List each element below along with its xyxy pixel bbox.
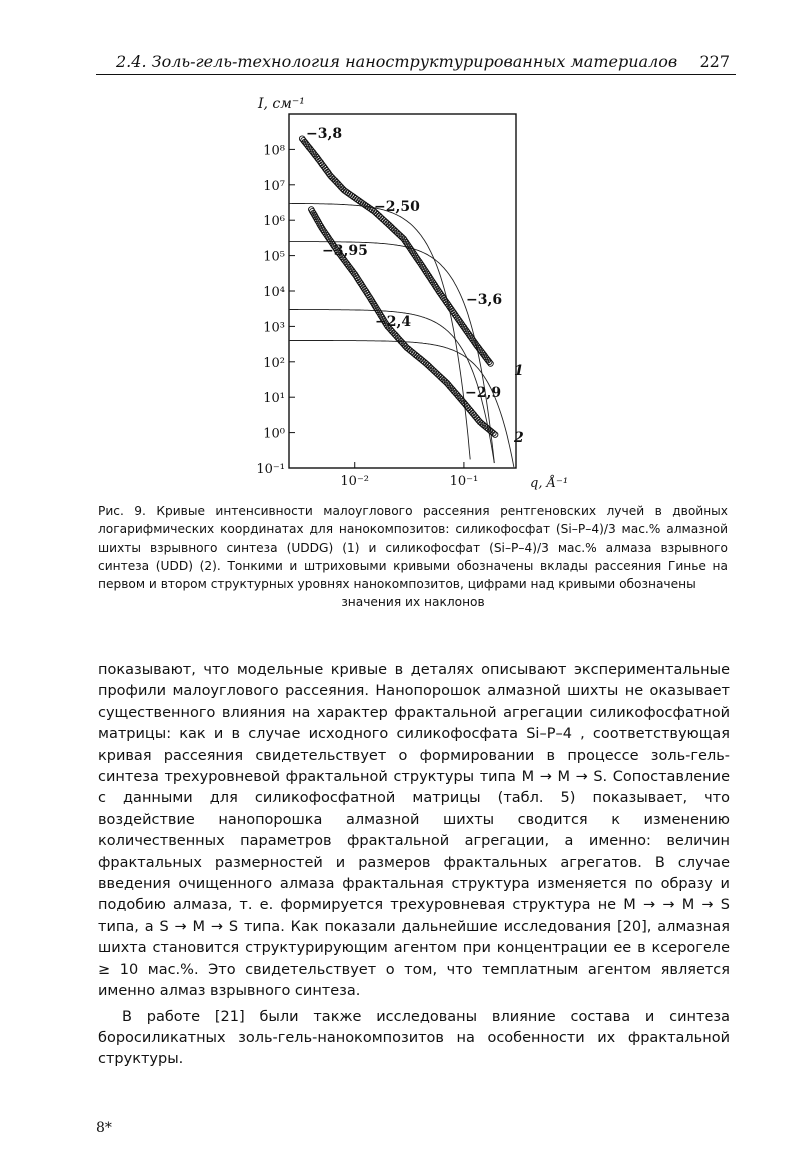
y-tick-label: 10⁰ — [263, 426, 285, 442]
figure-caption-text: Рис. 9. Кривые интенсивности малоуглового рассеяния рентгеновских лучей в двойных логарифмических координатах для нанокомпозитов: силикофосфат (Si–P–4)/3 мас.% алмазной шихты взрывного синтеза (UDDG) (1) и силикофосфат (Si–P–4)/3 мас.% алмаза взрывного синтеза (UDD) (2). Тонкими и штриховыми кривыми обозначены вклады рассеяния Гинье на первом и втором структурных уровнях нанокомпозитов, цифрами над кривыми обозначены — [98, 504, 728, 592]
data-point — [381, 218, 387, 224]
y-tick-label: 10⁶ — [263, 214, 285, 230]
x-tick-label: 10⁻¹ — [449, 474, 479, 489]
data-point — [427, 364, 433, 370]
saxs-chart — [0, 80, 798, 500]
y-tick-label: 10⁸ — [263, 143, 285, 159]
series-label: 2 — [514, 430, 524, 446]
x-tick-label: 10⁻² — [340, 474, 370, 489]
data-point — [380, 216, 386, 222]
data-point — [467, 407, 473, 413]
data-point — [378, 215, 384, 221]
y-tick-label: 10³ — [263, 320, 285, 336]
data-point — [471, 412, 477, 418]
y-tick-label: 10⁵ — [263, 249, 285, 265]
slope-annotation: −2,50 — [374, 199, 420, 215]
figure-caption-last-line: значения их наклонов — [341, 595, 485, 610]
y-tick-label: 10⁷ — [263, 178, 285, 194]
data-point — [470, 410, 476, 416]
data-point — [338, 184, 344, 190]
series-label: 1 — [514, 363, 524, 379]
data-point — [349, 193, 355, 199]
data-point — [474, 416, 480, 422]
body-paragraph-2: В работе [21] были также исследованы влияние состава и синтеза боросиликатных золь-гель-нанокомпозитов на особенности их фрактальной структуры. — [98, 1008, 730, 1068]
data-point — [468, 409, 474, 415]
x-axis-label: q, Å⁻¹ — [530, 476, 569, 491]
data-point — [466, 405, 472, 411]
y-tick-label: 10¹ — [263, 391, 285, 407]
slope-annotation: −2,4 — [375, 314, 412, 330]
data-point — [406, 346, 412, 352]
running-header — [96, 50, 736, 75]
data-point — [383, 219, 389, 225]
y-tick-label: 10⁴ — [263, 285, 285, 300]
page-number: 227 — [699, 52, 730, 71]
slope-annotation: −3,8 — [306, 126, 343, 142]
running-header-title: 2.4. Золь-гель-технология наноструктурированных материалов — [116, 52, 678, 71]
data-point — [386, 222, 392, 228]
guinier-curve — [289, 341, 514, 468]
y-tick-label: 10⁻¹ — [256, 462, 285, 477]
slope-annotation: −3,6 — [466, 292, 503, 308]
data-point — [476, 417, 482, 423]
data-point — [329, 175, 335, 181]
signature-mark: 8* — [96, 1120, 112, 1136]
slope-annotation: −3,95 — [322, 243, 368, 259]
body-text — [98, 660, 730, 1071]
slope-annotation: −2,9 — [465, 385, 502, 401]
y-tick-label: 10² — [263, 355, 285, 371]
data-point — [409, 349, 415, 355]
figure-caption — [98, 502, 728, 612]
y-axis-label: I, см⁻¹ — [258, 96, 305, 112]
body-paragraph-1: показывают, что модельные кривые в деталях описывают экспериментальные профили малоуглового рассеяния. Нанопорошок алмазной шихты не оказывает существенного влияния на характер фрактальной агрегации силикофосфатной матрицы: как и в случае исходного силикофосфата Si–P–4 , соответствующая кривая рассеяния свидетельствует о формировании в процессе золь-гель-синтеза трехуровневой фрактальной структуры типа M → M → S. Сопоставление с данными для силикофосфатной матрицы (табл. 5) показывает, что воздействие нанопорошка алмазной шихты сводится к изменению количественных параметров фрактальной агрегации, а именно: величин фрактальных размерностей и размеров фрактальных агрегатов. В случае введения очищенного алмаза фрактальная структура изменяется по образу и подобию алмаза, т. е. формируется трехуровневая структура не M → → M → S типа, а S → M → S типа. Как показали дальнейшие исследования [20], алмазная шихта становится структурирующим агентом при концентрации ее в ксерогеле ≥ 10 мас.%. Это свидетельствует о том, что темплатным агентом является именно алмаз взрывного синтеза. — [98, 662, 730, 1000]
data-point — [473, 414, 479, 420]
